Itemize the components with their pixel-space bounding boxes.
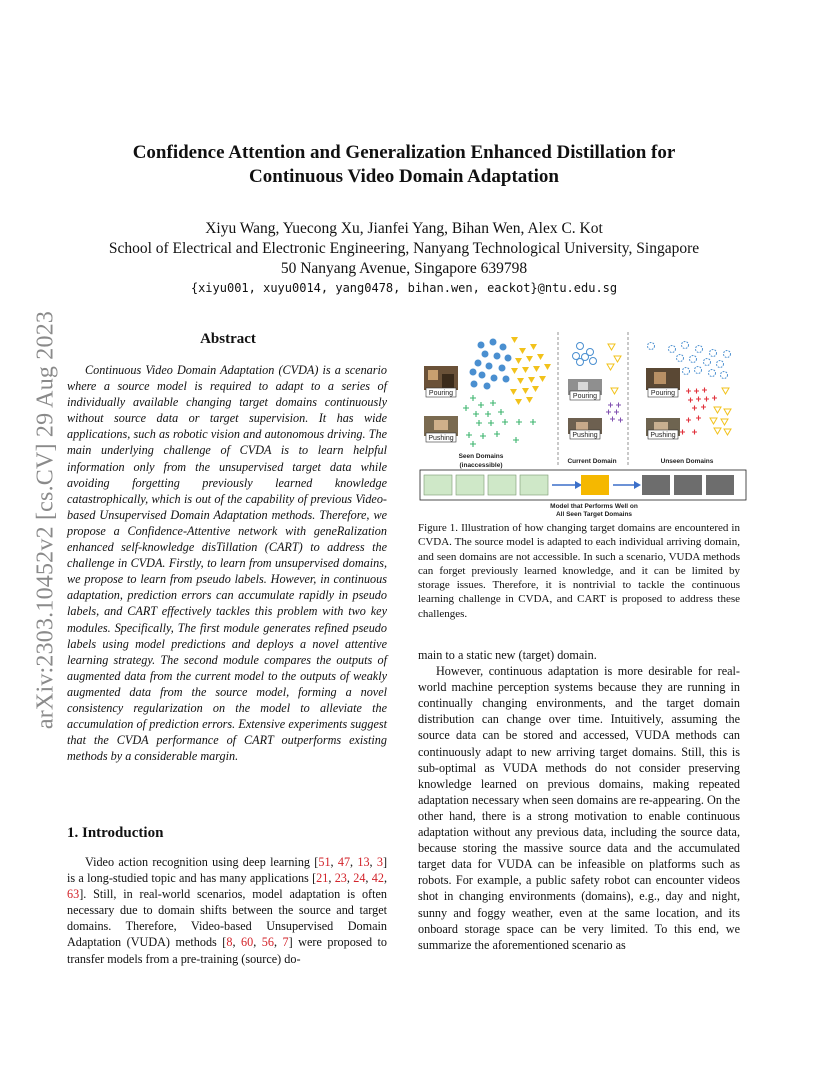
right-column-text — [418, 647, 740, 953]
citation[interactable]: 24 — [353, 871, 366, 886]
citation[interactable]: 42 — [371, 871, 384, 886]
citation[interactable]: 8 — [226, 935, 233, 950]
svg-text:Pushing: Pushing — [650, 432, 676, 439]
paragraph: However, continuous adaptation is more desirable for real-world machine perception systems because they are running in continually changing environments, and the target domain distribution can change over time. Intuitively, assuming the source data can be stored and accessed, VUDA methods can continuously adapt to new arriving target domains. Still, this is sub-optimal as VUDA methods do not consider preserving knowledge learned on previous domains, making repeated adaptation necessary when seen domains are re-appearing. On the other hand, there is a strong motivation to enable continuous adaptation without any previous data, including the source data, because storing the massive source data and the accumulated target data for VUDA can be infeasible on platforms such as robots. For example, a public safety robot can encounter videos shot in changing environments (domains), e.g., day and night, sunny and foggy weather, even at the same location, and its onboard storage space can be very limited. To this end, we summarize the aforementioned scenario as — [418, 664, 740, 952]
citation[interactable]: 21 — [316, 871, 329, 886]
email: {xiyu001, xuyu0014, yang0478, bihan.wen, eackot}@ntu.edu.sg — [190, 281, 618, 295]
model-caption-line2: All Seen Target Domains — [555, 511, 633, 518]
citation[interactable]: 3 — [376, 855, 383, 869]
yellow-triangles — [510, 337, 551, 405]
svg-text:Pushing: Pushing — [572, 432, 598, 439]
abstract-text: Continuous Video Domain Adaptation (CVDA) is a scenario where a source model is required to adapt to a series of individually available changing target domains continuously without source data or target supervision. It has wide applications, such as robotic vision and autonomous driving. The main underlying challenge of CVDA is to learn helpful information only from the unsupervised target data while avoiding forgetting previously learned knowledge catastrophically, which is out of the capability of previous Video-based Unsupervised Domain Adaptation methods. Therefore, we propose a Confidence-Attentive network with geneRalization enhanced self-knowledge disTillation (CART) to address the challenge in CVDA. Firstly, to learn from unsupervised domains, we propose to learn from pseudo labels. However, in continuous adaptation, prediction errors can accumulate rapidly in pseudo labels, and CART effectively tackles this problem with two key modules. Specifically, The first module generates refined pseudo labels using model predictions and deploys a novel attentive learning strategy. The second module compares the outputs of augmented data from the current model to the outputs of weakly augmented data from the source model, forming a novel consistency regularization on the model to alleviate the accumulation of prediction errors. Extensive experiments suggest that the CVDA performance of CART outperforms existing methods by a considerable margin. — [67, 363, 387, 764]
paragraph-continuation: main to a static new (target) domain. — [418, 648, 597, 662]
figure-caption: Figure 1. Illustration of how changing target domains are encountered in CVDA. The source model is adapted to each individual arriving domain, and seen domains are not accessible. In such a scenario, VUDA methods can forget previously learned knowledge, and it can be limited by storage issues. Therefore, it is nontrivial to tackle the continuous learning challenge in CVDA, and CART is proposed to address these challenges. — [418, 522, 740, 620]
yellow-unseen-triangles — [710, 388, 731, 435]
model-timeline — [420, 470, 746, 518]
seen-domains-label: Seen Domains — [458, 453, 504, 460]
inaccessible-label: (inaccessible) — [459, 462, 503, 469]
abstract-heading: Abstract — [200, 331, 256, 347]
green-plus — [463, 395, 536, 447]
citation[interactable]: 47 — [337, 855, 351, 869]
authors: Xiyu Wang, Yuecong Xu, Jianfei Yang, Bihan Wen, Alex C. Kot — [205, 220, 603, 237]
paper-title: Confidence Attention and Generalization Enhanced Distillation for Continuous Video Domain Adaptation — [132, 142, 676, 187]
citation[interactable]: 60 — [241, 935, 254, 950]
citation[interactable]: 7 — [282, 935, 289, 950]
model-caption-line1: Model that Performs Well on — [550, 503, 638, 510]
blue-hollow-circles — [573, 343, 597, 366]
label-pushing: Pushing — [428, 435, 454, 442]
red-plus — [680, 388, 717, 435]
svg-text:Pouring: Pouring — [650, 390, 676, 397]
label-pouring: Pouring — [428, 390, 454, 397]
address: 50 Nanyang Avenue, Singapore 639798 — [280, 260, 528, 277]
seen-domain-panel — [424, 337, 551, 469]
yellow-hollow-triangles — [607, 344, 621, 394]
current-domain-panel — [567, 343, 623, 466]
blue-dots — [470, 339, 512, 390]
svg-text:Pouring: Pouring — [572, 393, 598, 400]
current-domain-label: Current Domain — [567, 458, 617, 465]
unseen-domains-label: Unseen Domains — [660, 458, 714, 465]
citation[interactable]: 23 — [334, 871, 347, 886]
affiliation: School of Electrical and Electronic Engineering, Nanyang Technological University, Singapore — [108, 240, 700, 257]
citation[interactable]: 56 — [261, 935, 274, 950]
intro-paragraph: Video action recognition using deep learning [51, 47, 13, 3] is a long-studied topic and has many applications [21, 23, 24, 42, 63]. Still, in real-world scenarios, model adaptation is often necessary due to domain shifts between the source and target domains. Therefore, Video-based Unsupervised Domain Adaptation (VUDA) methods [8, 60, 56, 7] were proposed to transfer models from a pre-training (source) do- — [67, 855, 388, 966]
citation[interactable]: 51 — [318, 855, 331, 869]
citation[interactable]: 13 — [357, 855, 370, 869]
arxiv-stamp: arXiv:2303.10452v2 [cs.CV] 29 Aug 2023 — [32, 310, 59, 730]
citation[interactable]: 63 — [67, 887, 80, 902]
unseen-domain-panel — [646, 342, 731, 466]
figure-1 — [418, 328, 750, 520]
purple-plus — [606, 403, 623, 423]
intro-heading: 1. Introduction — [67, 825, 164, 841]
